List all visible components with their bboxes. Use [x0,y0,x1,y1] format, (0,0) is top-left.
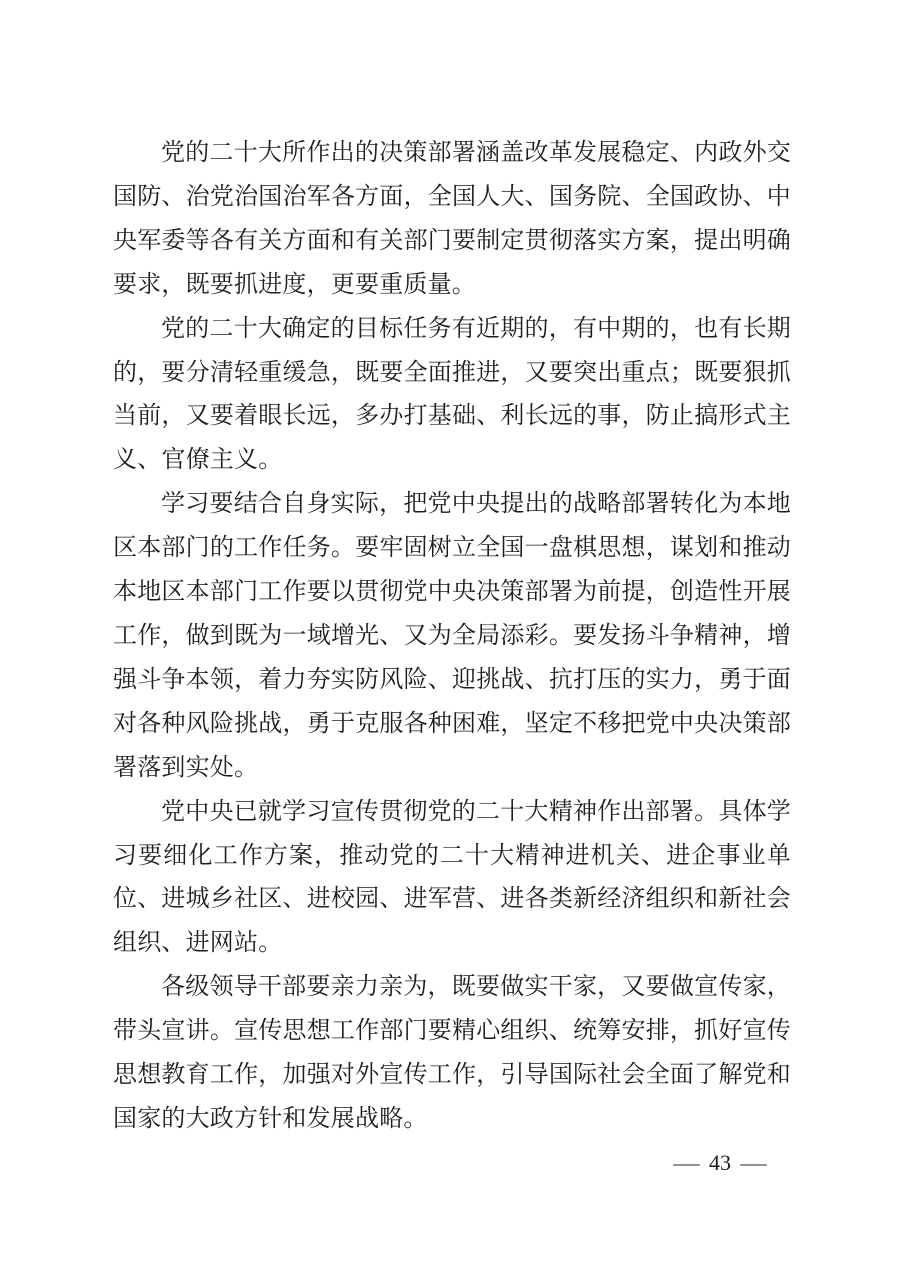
footer-dash-left: — [673,1151,700,1175]
paragraph-4: 党中央已就学习宣传贯彻党的二十大精神作出部署。具体学习要细化工作方案，推动党的二十大精神进机关、进企事业单位、进城乡社区、进校园、进军营、进各类新经济组织和新社会组织、进网站。 [113,798,791,957]
paragraph-5: 各级领导干部要亲力亲为，既要做实干家，又要做宣传家，带头宣讲。宣传思想工作部门要精心组织、统筹安排，抓好宣传思想教育工作，加强对外宣传工作，引导国际社会全面了解党和国家的大政方针和发展战略。 [113,974,791,1132]
page-footer [652,1150,788,1176]
page-number: 43 [709,1150,731,1175]
page-body [113,132,791,1142]
paragraph-1: 党的二十大所作出的决策部署涵盖改革发展稳定、内政外交国防、治党治国治军各方面，全国人大、国务院、全国政协、中央军委等各有关方面和有关部门要制定贯彻落实方案，提出明确要求，既要抓进度，更要重质量。 [113,140,791,298]
footer-dash-right: — [740,1151,767,1175]
paragraph-3: 学习要结合自身实际，把党中央提出的战略部署转化为本地区本部门的工作任务。要牢固树立全国一盘棋思想，谋划和推动本地区本部门工作要以贯彻党中央决策部署为前提，创造性开展工作，做到既为一域增光、又为全局添彩。要发扬斗争精神，增强斗争本领，着力夯实防风险、迎挑战、抗打压的实力，勇于面对各种风险挑战，勇于克服各种困难，坚定不移把党中央决策部署落到实处。 [113,491,791,781]
paragraph-2: 党的二十大确定的目标任务有近期的，有中期的，也有长期的，要分清轻重缓急，既要全面推进，又要突出重点；既要狠抓当前，又要着眼长远，多办打基础、利长远的事，防止搞形式主义、官僚主义。 [113,315,791,474]
